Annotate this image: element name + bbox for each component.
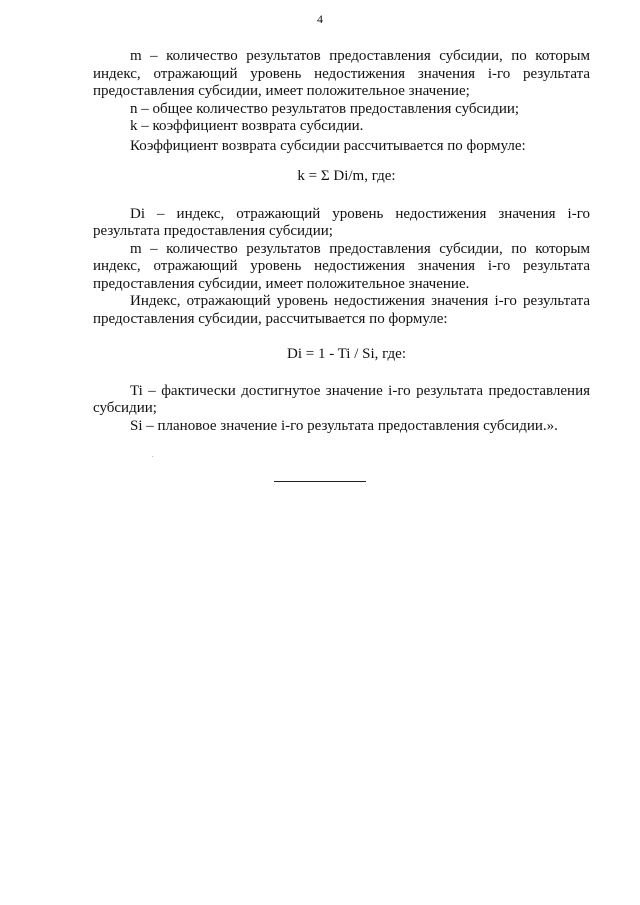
scan-speck <box>152 456 153 457</box>
paragraph-ti-definition: Ti – фактически достигнутое значение i-го результата предоставления субсидии; <box>93 382 590 416</box>
paragraph-k-definition: k – коэффициент возврата субсидии. <box>130 118 364 134</box>
formula-di: Di = 1 - Ti / Si, где: <box>286 346 407 362</box>
paragraph-m-definition: m – количество результатов предоставления субсидии, по которым индекс, отражающий уровень недостижения значения i-го результата предоставления субсидии, имеет положительное значение; <box>93 48 590 99</box>
paragraph-m-definition-2: m – количество результатов предоставления субсидии, по которым индекс, отражающий уровень недостижения значения i-го результата предоставления субсидии, имеет положительное значение. <box>93 240 590 292</box>
paragraph-si-definition: Si – плановое значение i-го результата предоставления субсидии.». <box>130 417 558 434</box>
document-body <box>93 48 590 435</box>
paragraph-k-formula-intro: Коэффициент возврата субсидии рассчитывается по формуле: <box>130 137 526 154</box>
paragraph-di-definition: Di – индекс, отражающий уровень недостижения значения i-го результата предоставления субсидии; <box>93 205 590 239</box>
page-number: 4 <box>317 12 323 26</box>
formula-k: k = Σ Di/m, где: <box>297 168 396 184</box>
end-of-document-rule <box>274 481 366 482</box>
paragraph-n-definition: n – общее количество результатов предоставления субсидии; <box>130 100 520 117</box>
paragraph-di-formula-intro: Индекс, отражающий уровень недостижения значения i-го результата предоставления субсидии, рассчитывается по формуле: <box>93 293 590 327</box>
